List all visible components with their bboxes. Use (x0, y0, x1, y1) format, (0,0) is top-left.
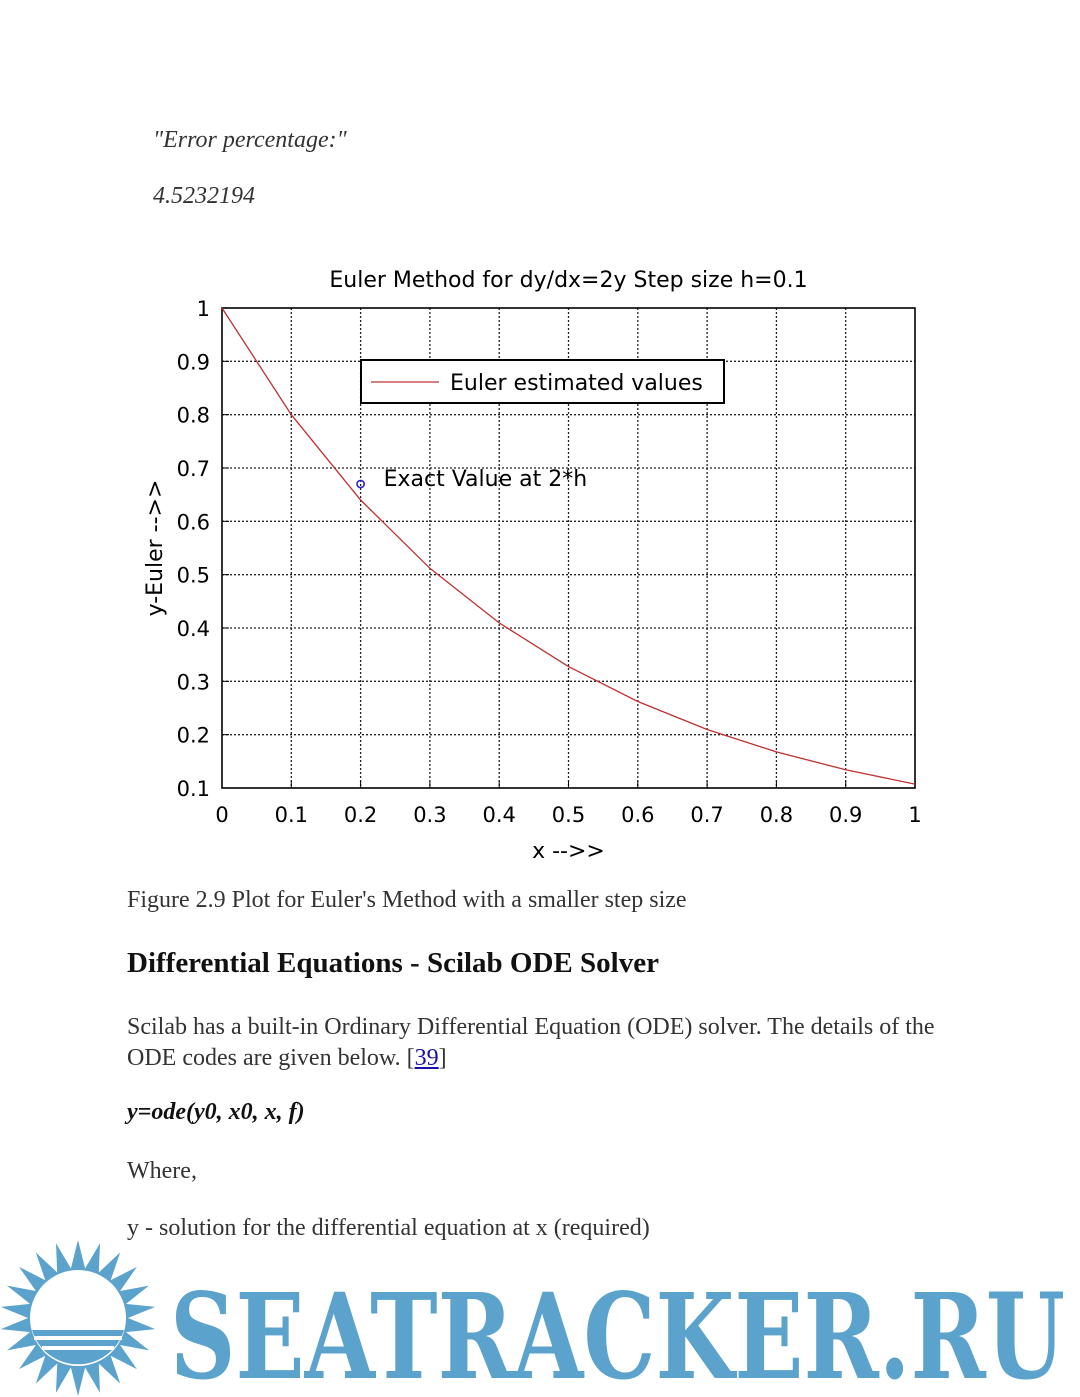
y-tick-label: 0.9 (176, 350, 210, 375)
y-tick-label: 0.3 (176, 670, 210, 695)
y-tick-label: 1 (196, 297, 210, 321)
x-tick-label: 0.5 (551, 803, 586, 827)
y-tick-label: 0.1 (176, 777, 210, 801)
y-tick-label: 0.6 (176, 510, 210, 535)
x-tick-label: 0.1 (274, 803, 309, 827)
x-tick-label: 0.6 (621, 803, 655, 827)
reference-link[interactable]: 39 (414, 1045, 439, 1071)
intro-paragraph (127, 1012, 967, 1074)
y-tick-label: 0.7 (176, 457, 210, 481)
exact-value-label: Exact Value at 2*h (383, 467, 588, 492)
x-tick-label: 0.9 (828, 803, 863, 827)
x-tick-label: 0.3 (413, 803, 447, 827)
param-y-description: y - solution for the differential equation at x (required) (127, 1215, 650, 1241)
x-axis-label: x -->> (532, 839, 605, 864)
y-tick-label: 0.2 (176, 723, 210, 748)
x-tick-label: 0.8 (759, 803, 794, 827)
legend-label: Euler estimated values (450, 371, 703, 396)
watermark-text: SEATRACKER.RU (170, 1267, 1065, 1397)
x-tick-label: 0.2 (343, 803, 378, 827)
where-label: Where, (127, 1158, 197, 1184)
sun-logo-icon (1, 1240, 155, 1396)
output-value: 4.5232194 (153, 183, 255, 209)
intro-text: Scilab has a built-in Ordinary Differential Equation (ODE) solver. The details of the ODE codes are given below. [ (127, 1014, 935, 1071)
watermark (0, 1238, 1080, 1397)
chart-title: Euler Method for dy/dx=2y Step size h=0.1 (329, 268, 808, 293)
x-tick-label: 0.4 (482, 803, 516, 827)
euler-chart (120, 250, 940, 870)
output-label: "Error percentage:" (153, 127, 347, 153)
figure-caption: Figure 2.9 Plot for Euler's Method with a smaller step size (127, 887, 687, 913)
y-tick-label: 0.8 (176, 403, 210, 428)
section-heading: Differential Equations - Scilab ODE Solver (127, 947, 659, 979)
x-tick-label: 0.7 (690, 803, 724, 827)
y-tick-label: 0.4 (176, 617, 210, 641)
x-tick-label: 0 (215, 803, 229, 827)
x-tick-label: 1 (908, 803, 922, 827)
intro-text-end: ] (438, 1045, 447, 1071)
ode-signature: y=ode(y0, x0, x, f) (127, 1099, 305, 1125)
y-axis-label: y-Euler -->> (143, 479, 168, 617)
y-tick-label: 0.5 (176, 563, 210, 588)
